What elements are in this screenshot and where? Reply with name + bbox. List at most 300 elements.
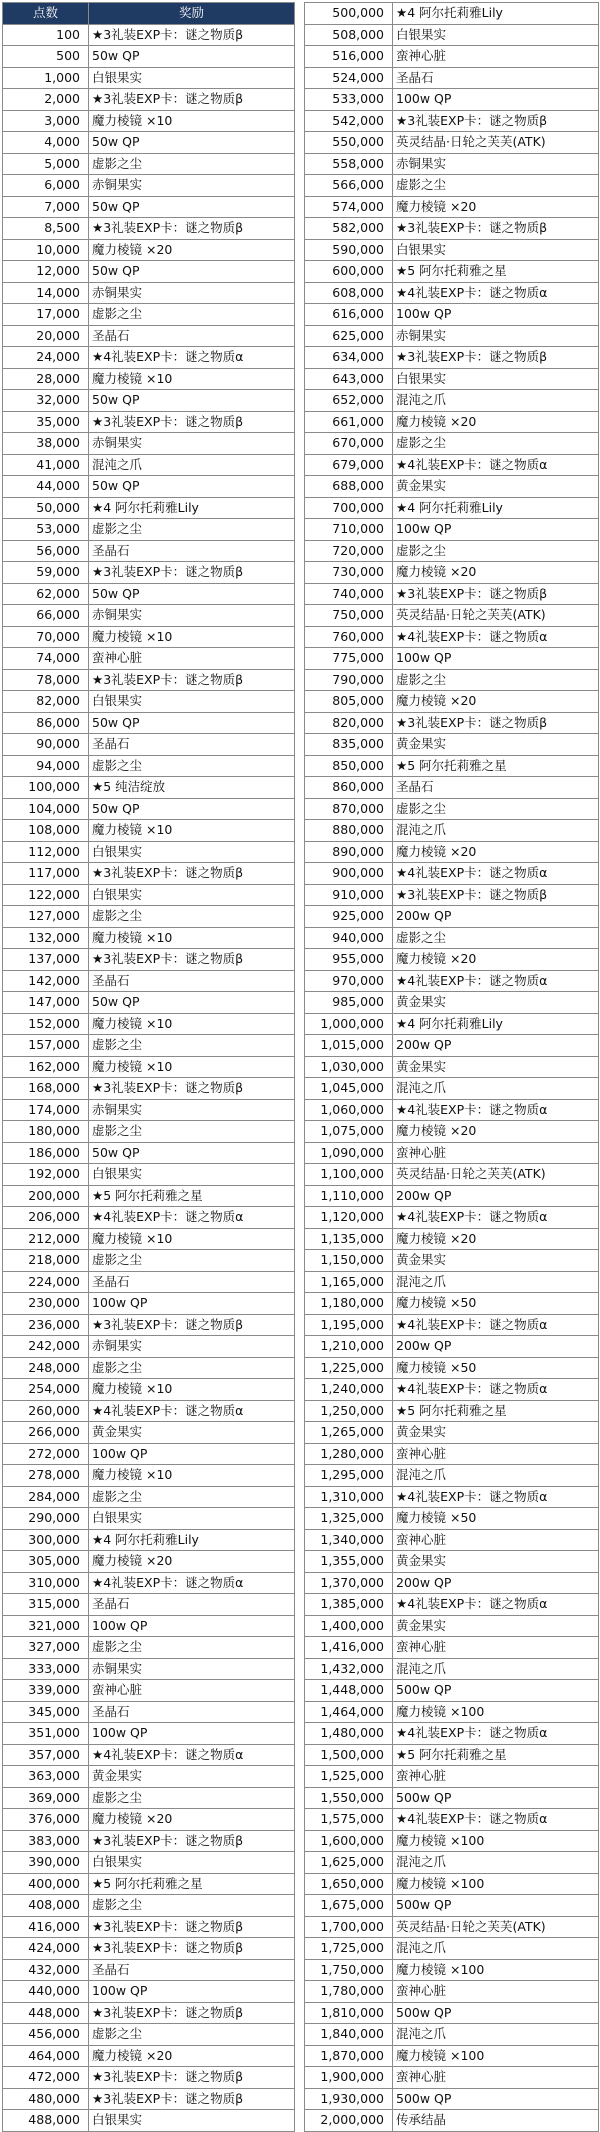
points-cell: 566,000 (305, 175, 393, 197)
points-cell: 600,000 (305, 261, 393, 283)
reward-cell: 混沌之爪 (393, 390, 599, 412)
points-cell: 1,180,000 (305, 1293, 393, 1315)
table-row (305, 863, 599, 885)
table-row (3, 1680, 295, 1702)
reward-cell: 魔力棱镜 ×100 (393, 1873, 599, 1895)
table-row (305, 841, 599, 863)
points-cell: 56,000 (3, 540, 89, 562)
points-cell: 369,000 (3, 1787, 89, 1809)
reward-cell: 白银果实 (393, 368, 599, 390)
table-row (305, 1787, 599, 1809)
table-row (305, 1099, 599, 1121)
table-row (3, 24, 295, 46)
reward-table-right (304, 2, 599, 2132)
table-row (3, 626, 295, 648)
reward-cell: 白银果实 (89, 1852, 295, 1874)
table-row (305, 2045, 599, 2067)
reward-cell: 黄金果实 (393, 1615, 599, 1637)
table-row (3, 218, 295, 240)
points-cell: 850,000 (305, 755, 393, 777)
reward-cell: 黄金果实 (89, 1766, 295, 1788)
reward-cell: 圣晶石 (89, 1959, 295, 1981)
reward-cell: 白银果实 (89, 884, 295, 906)
reward-cell: ★5 阿尔托莉雅之星 (89, 1873, 295, 1895)
table-row (3, 1207, 295, 1229)
reward-cell: 黄金果实 (393, 1056, 599, 1078)
reward-cell: 魔力棱镜 ×10 (89, 626, 295, 648)
table-row (305, 347, 599, 369)
reward-cell: 100w QP (393, 519, 599, 541)
points-cell: 310,000 (3, 1572, 89, 1594)
points-cell: 20,000 (3, 325, 89, 347)
table-row (3, 540, 295, 562)
reward-cell: 虚影之尘 (393, 798, 599, 820)
reward-cell: 100w QP (89, 1443, 295, 1465)
reward-cell: ★4礼装EXP卡：谜之物质α (89, 347, 295, 369)
points-cell: 383,000 (3, 1830, 89, 1852)
points-cell: 679,000 (305, 454, 393, 476)
table-row (3, 562, 295, 584)
points-cell: 363,000 (3, 1766, 89, 1788)
table-row (3, 1164, 295, 1186)
reward-cell: 虚影之尘 (89, 153, 295, 175)
reward-cell: ★4礼装EXP卡：谜之物质α (393, 626, 599, 648)
table-row (305, 1056, 599, 1078)
table-row (305, 1013, 599, 1035)
reward-cell: 蛮神心脏 (393, 2067, 599, 2089)
reward-cell: ★3礼装EXP卡：谜之物质β (393, 218, 599, 240)
points-cell: 12,000 (3, 261, 89, 283)
reward-cell: 白银果实 (89, 67, 295, 89)
table-row (305, 884, 599, 906)
table-row (305, 67, 599, 89)
points-cell: 1,250,000 (305, 1400, 393, 1422)
points-cell: 38,000 (3, 433, 89, 455)
table-row (3, 734, 295, 756)
reward-cell: ★5 阿尔托莉雅之星 (393, 1400, 599, 1422)
reward-cell: 50w QP (89, 196, 295, 218)
points-cell: 206,000 (3, 1207, 89, 1229)
table-row (3, 1250, 295, 1272)
reward-cell: ★3礼装EXP卡：谜之物质β (89, 218, 295, 240)
reward-cell: 魔力棱镜 ×100 (393, 2045, 599, 2067)
reward-cell: 白银果实 (89, 691, 295, 713)
table-row (3, 1336, 295, 1358)
reward-cell: ★3礼装EXP卡：谜之物质β (393, 110, 599, 132)
reward-cell: 魔力棱镜 ×10 (89, 110, 295, 132)
points-cell: 1,100,000 (305, 1164, 393, 1186)
points-cell: 661,000 (305, 411, 393, 433)
table-row (305, 1701, 599, 1723)
table-row (305, 648, 599, 670)
points-cell: 400,000 (3, 1873, 89, 1895)
points-cell: 327,000 (3, 1637, 89, 1659)
reward-cell: 500w QP (393, 2088, 599, 2110)
reward-cell: 魔力棱镜 ×20 (393, 1228, 599, 1250)
reward-cell: ★4礼装EXP卡：谜之物质α (89, 1572, 295, 1594)
reward-cell: 赤铜果实 (89, 1658, 295, 1680)
reward-cell: 魔力棱镜 ×20 (89, 1551, 295, 1573)
reward-cell: 蛮神心脏 (89, 1680, 295, 1702)
points-cell: 100,000 (3, 777, 89, 799)
points-cell: 357,000 (3, 1744, 89, 1766)
points-cell: 305,000 (3, 1551, 89, 1573)
table-row (3, 1486, 295, 1508)
table-row (305, 2110, 599, 2132)
reward-cell: 100w QP (393, 304, 599, 326)
table-row (3, 1895, 295, 1917)
reward-cell: 蛮神心脏 (393, 1443, 599, 1465)
points-cell: 2,000,000 (305, 2110, 393, 2132)
reward-cell: 虚影之尘 (89, 1357, 295, 1379)
reward-cell: 魔力棱镜 ×10 (89, 1228, 295, 1250)
reward-cell: ★4 阿尔托莉雅Lily (393, 497, 599, 519)
points-cell: 1,210,000 (305, 1336, 393, 1358)
table-row (3, 798, 295, 820)
points-cell: 53,000 (3, 519, 89, 541)
table-row (305, 1744, 599, 1766)
table-row (3, 1422, 295, 1444)
points-cell: 6,000 (3, 175, 89, 197)
points-cell: 1,120,000 (305, 1207, 393, 1229)
table-row (3, 777, 295, 799)
table-row (3, 110, 295, 132)
reward-cell: 虚影之尘 (89, 2024, 295, 2046)
points-cell: 608,000 (305, 282, 393, 304)
table-row (305, 1551, 599, 1573)
table-row (305, 1443, 599, 1465)
points-cell: 112,000 (3, 841, 89, 863)
points-cell: 1,700,000 (305, 1916, 393, 1938)
table-row (305, 175, 599, 197)
reward-cell: 圣晶石 (393, 67, 599, 89)
points-cell: 218,000 (3, 1250, 89, 1272)
table-row (305, 1830, 599, 1852)
reward-cell: 赤铜果实 (89, 282, 295, 304)
points-cell: 1,075,000 (305, 1121, 393, 1143)
table-row (305, 540, 599, 562)
reward-cell: 虚影之尘 (89, 755, 295, 777)
reward-cell: 50w QP (89, 992, 295, 1014)
table-row (305, 1766, 599, 1788)
reward-cell: 魔力棱镜 ×10 (89, 1379, 295, 1401)
table-row (305, 798, 599, 820)
points-cell: 1,575,000 (305, 1809, 393, 1831)
reward-cell: 魔力棱镜 ×10 (89, 368, 295, 390)
points-cell: 1,675,000 (305, 1895, 393, 1917)
reward-cell: 魔力棱镜 ×100 (393, 1959, 599, 1981)
points-cell: 108,000 (3, 820, 89, 842)
table-row (305, 1422, 599, 1444)
reward-cell: ★3礼装EXP卡：谜之物质β (393, 347, 599, 369)
points-cell: 142,000 (3, 970, 89, 992)
reward-cell: 蛮神心脏 (393, 1981, 599, 2003)
points-cell: 137,000 (3, 949, 89, 971)
reward-cell: 虚影之尘 (393, 433, 599, 455)
points-cell: 1,930,000 (305, 2088, 393, 2110)
reward-cell: ★3礼装EXP卡：谜之物质β (89, 24, 295, 46)
reward-cell: ★5 纯洁绽放 (89, 777, 295, 799)
points-cell: 1,480,000 (305, 1723, 393, 1745)
points-cell: 32,000 (3, 390, 89, 412)
table-row (3, 46, 295, 68)
reward-cell: 魔力棱镜 ×10 (89, 1056, 295, 1078)
points-cell: 790,000 (305, 669, 393, 691)
table-row (3, 712, 295, 734)
reward-cell: ★3礼装EXP卡：谜之物质β (89, 411, 295, 433)
table-row (305, 1078, 599, 1100)
table-row (305, 24, 599, 46)
table-row (305, 1185, 599, 1207)
points-cell: 440,000 (3, 1981, 89, 2003)
table-row (305, 1938, 599, 1960)
table-row (3, 2110, 295, 2132)
table-row (3, 1293, 295, 1315)
reward-cell: ★3礼装EXP卡：谜之物质β (89, 2002, 295, 2024)
reward-cell: 赤铜果实 (89, 433, 295, 455)
reward-cell: 魔力棱镜 ×10 (89, 927, 295, 949)
table-row (3, 325, 295, 347)
points-cell: 775,000 (305, 648, 393, 670)
points-cell: 456,000 (3, 2024, 89, 2046)
points-cell: 1,355,000 (305, 1551, 393, 1573)
points-cell: 1,195,000 (305, 1314, 393, 1336)
points-cell: 339,000 (3, 1680, 89, 1702)
table-row (3, 175, 295, 197)
points-cell: 10,000 (3, 239, 89, 261)
points-cell: 955,000 (305, 949, 393, 971)
points-cell: 82,000 (3, 691, 89, 713)
reward-cell: 蛮神心脏 (393, 1142, 599, 1164)
points-cell: 1,295,000 (305, 1465, 393, 1487)
table-row (305, 1981, 599, 2003)
points-cell: 860,000 (305, 777, 393, 799)
reward-cell: 混沌之爪 (393, 820, 599, 842)
points-cell: 180,000 (3, 1121, 89, 1143)
reward-cell: 魔力棱镜 ×10 (89, 1465, 295, 1487)
points-cell: 132,000 (3, 927, 89, 949)
table-row (3, 132, 295, 154)
points-cell: 424,000 (3, 1938, 89, 1960)
points-cell: 533,000 (305, 89, 393, 111)
table-row (305, 2024, 599, 2046)
reward-cell: 魔力棱镜 ×50 (393, 1508, 599, 1530)
points-cell: 550,000 (305, 132, 393, 154)
reward-cell: ★4礼装EXP卡：谜之物质α (393, 1594, 599, 1616)
reward-cell: 50w QP (89, 132, 295, 154)
table-row (3, 1615, 295, 1637)
reward-cell: ★3礼装EXP卡：谜之物质β (89, 669, 295, 691)
points-cell: 254,000 (3, 1379, 89, 1401)
table-row (305, 390, 599, 412)
points-cell: 835,000 (305, 734, 393, 756)
reward-cell: 蛮神心脏 (393, 1766, 599, 1788)
table-row (3, 261, 295, 283)
reward-cell: 虚影之尘 (89, 1895, 295, 1917)
table-row (3, 1013, 295, 1035)
table-row (305, 1637, 599, 1659)
table-row (305, 691, 599, 713)
reward-cell: 赤铜果实 (89, 1336, 295, 1358)
reward-cell: ★4礼装EXP卡：谜之物质α (393, 1723, 599, 1745)
table-row (305, 583, 599, 605)
points-cell: 24,000 (3, 347, 89, 369)
table-row (3, 583, 295, 605)
reward-cell: 100w QP (89, 1293, 295, 1315)
reward-cell: 白银果实 (89, 1508, 295, 1530)
table-row (3, 1228, 295, 1250)
points-cell: 62,000 (3, 583, 89, 605)
points-cell: 1,280,000 (305, 1443, 393, 1465)
points-cell: 212,000 (3, 1228, 89, 1250)
points-cell: 1,110,000 (305, 1185, 393, 1207)
points-cell: 168,000 (3, 1078, 89, 1100)
table-row (305, 970, 599, 992)
points-cell: 94,000 (3, 755, 89, 777)
reward-cell: 200w QP (393, 1035, 599, 1057)
points-cell: 242,000 (3, 1336, 89, 1358)
points-cell: 542,000 (305, 110, 393, 132)
table-row (305, 2067, 599, 2089)
points-cell: 35,000 (3, 411, 89, 433)
reward-cell: 魔力棱镜 ×20 (393, 841, 599, 863)
reward-cell: ★5 阿尔托莉雅之星 (393, 755, 599, 777)
table-row (305, 196, 599, 218)
table-row (3, 1809, 295, 1831)
reward-cell: 传承结晶 (393, 2110, 599, 2132)
reward-cell: ★4礼装EXP卡：谜之物质α (393, 1207, 599, 1229)
table-row (305, 755, 599, 777)
reward-cell: 500w QP (393, 1895, 599, 1917)
table-row (3, 884, 295, 906)
points-cell: 1,650,000 (305, 1873, 393, 1895)
table-row (305, 1228, 599, 1250)
table-row (3, 1551, 295, 1573)
table-row (3, 1701, 295, 1723)
table-row (305, 239, 599, 261)
points-cell: 1,525,000 (305, 1766, 393, 1788)
table-row (3, 1787, 295, 1809)
table-row (3, 304, 295, 326)
table-row (305, 2088, 599, 2110)
reward-cell: 英灵结晶·日轮之芙芙(ATK) (393, 1164, 599, 1186)
table-row (305, 1873, 599, 1895)
reward-cell: 50w QP (89, 390, 295, 412)
table-row (305, 1121, 599, 1143)
points-cell: 192,000 (3, 1164, 89, 1186)
reward-cell: 虚影之尘 (393, 927, 599, 949)
table-row (305, 1809, 599, 1831)
points-cell: 333,000 (3, 1658, 89, 1680)
points-cell: 730,000 (305, 562, 393, 584)
table-row (305, 218, 599, 240)
reward-cell: 混沌之爪 (89, 454, 295, 476)
points-cell: 1,725,000 (305, 1938, 393, 1960)
points-cell: 1,500,000 (305, 1744, 393, 1766)
points-cell: 3,000 (3, 110, 89, 132)
table-row (3, 669, 295, 691)
reward-cell: ★4礼装EXP卡：谜之物质α (393, 1379, 599, 1401)
reward-cell: ★3礼装EXP卡：谜之物质β (89, 89, 295, 111)
reward-cell: ★3礼装EXP卡：谜之物质β (393, 583, 599, 605)
table-row (3, 605, 295, 627)
points-cell: 472,000 (3, 2067, 89, 2089)
points-cell: 940,000 (305, 927, 393, 949)
table-row (305, 1164, 599, 1186)
table-row (3, 1938, 295, 1960)
reward-cell: ★4 阿尔托莉雅Lily (89, 1529, 295, 1551)
reward-cell: 赤铜果实 (89, 605, 295, 627)
points-cell: 351,000 (3, 1723, 89, 1745)
reward-cell: 魔力棱镜 ×20 (393, 1121, 599, 1143)
table-row (305, 1615, 599, 1637)
reward-cell: 混沌之爪 (393, 1938, 599, 1960)
points-cell: 1,325,000 (305, 1508, 393, 1530)
points-cell: 1,810,000 (305, 2002, 393, 2024)
table-row (305, 325, 599, 347)
reward-cell: 白银果实 (89, 841, 295, 863)
reward-cell: 混沌之爪 (393, 1078, 599, 1100)
reward-cell: 50w QP (89, 1142, 295, 1164)
points-cell: 224,000 (3, 1271, 89, 1293)
points-cell: 1,550,000 (305, 1787, 393, 1809)
reward-cell: 蛮神心脏 (393, 1637, 599, 1659)
table-row (305, 906, 599, 928)
reward-cell: 虚影之尘 (89, 1250, 295, 1272)
table-row (305, 1594, 599, 1616)
reward-cell: 蛮神心脏 (393, 46, 599, 68)
table-row (305, 454, 599, 476)
table-row (305, 626, 599, 648)
table-row (305, 992, 599, 1014)
points-cell: 174,000 (3, 1099, 89, 1121)
reward-cell: ★4礼装EXP卡：谜之物质α (393, 970, 599, 992)
points-cell: 41,000 (3, 454, 89, 476)
reward-cell: 魔力棱镜 ×100 (393, 1701, 599, 1723)
reward-cell: 虚影之尘 (89, 1121, 295, 1143)
table-row (3, 755, 295, 777)
points-cell: 66,000 (3, 605, 89, 627)
points-cell: 1,015,000 (305, 1035, 393, 1057)
points-cell: 117,000 (3, 863, 89, 885)
points-cell: 147,000 (3, 992, 89, 1014)
table-row (3, 1981, 295, 2003)
reward-cell: 黄金果实 (393, 992, 599, 1014)
reward-cell: 200w QP (393, 1572, 599, 1594)
reward-cell: 赤铜果实 (393, 325, 599, 347)
points-cell: 870,000 (305, 798, 393, 820)
table-row (305, 1572, 599, 1594)
table-row (3, 433, 295, 455)
table-row (305, 1852, 599, 1874)
points-cell: 157,000 (3, 1035, 89, 1057)
reward-cell: 黄金果实 (393, 734, 599, 756)
points-cell: 315,000 (3, 1594, 89, 1616)
points-cell: 104,000 (3, 798, 89, 820)
table-row (305, 46, 599, 68)
reward-cell: 混沌之爪 (393, 1465, 599, 1487)
reward-cell: 魔力棱镜 ×20 (89, 239, 295, 261)
table-row (305, 1293, 599, 1315)
reward-cell: 虚影之尘 (393, 669, 599, 691)
reward-cell: 赤铜果实 (89, 175, 295, 197)
reward-cell: 100w QP (393, 648, 599, 670)
points-cell: 408,000 (3, 1895, 89, 1917)
points-cell: 1,265,000 (305, 1422, 393, 1444)
points-cell: 1,340,000 (305, 1529, 393, 1551)
points-cell: 1,780,000 (305, 1981, 393, 2003)
table-row (305, 1207, 599, 1229)
